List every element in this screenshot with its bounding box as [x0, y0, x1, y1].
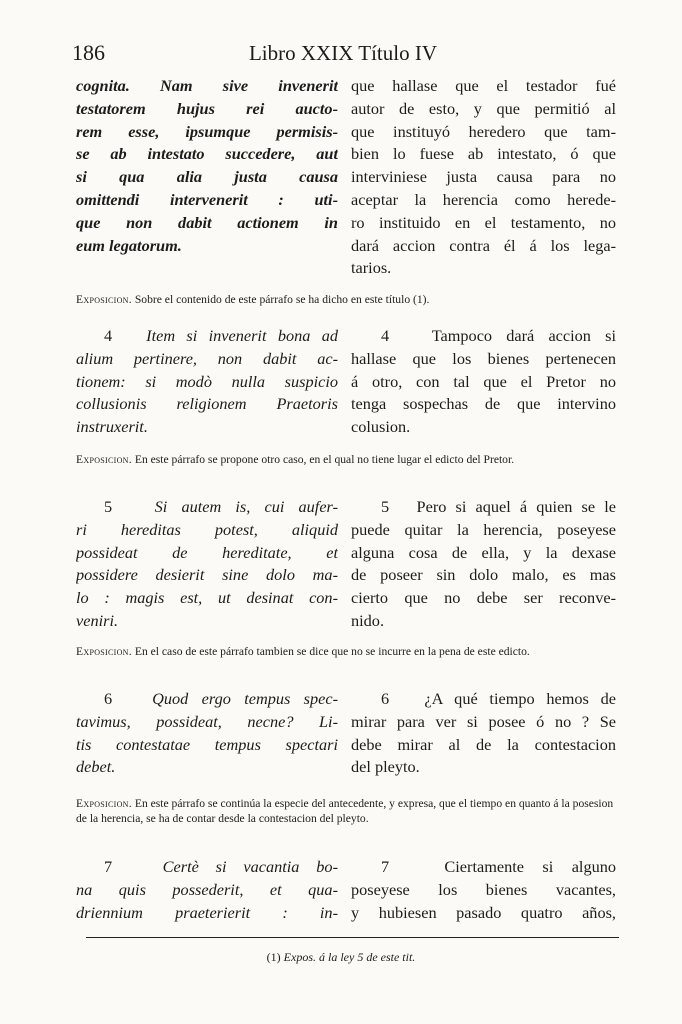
spanish-line: puede quitar la herencia, poseyese	[351, 519, 616, 539]
exposition-note	[76, 452, 616, 467]
spanish-line: bien lo fuese ab intestato, ó que	[351, 144, 616, 164]
exposition-note	[76, 644, 616, 659]
spanish-paragraph-4	[351, 325, 616, 439]
latin-line: 4 Item si invenerit bona ad	[104, 326, 338, 345]
exposition-text: En el caso de este párrafo tambien se dice que no se incurre en la pena de este edicto.	[134, 645, 530, 658]
latin-paragraph-7	[76, 856, 338, 924]
footnote-mark: (1)	[266, 950, 281, 964]
exposition-text: En este párrafo se propone otro caso, en el qual no tiene lugar el edicto del Pretor.	[134, 453, 515, 466]
running-title: Libro XXIX Título IV	[248, 41, 437, 65]
latin-line: possideat de hereditate, et	[76, 542, 338, 562]
latin-line: si qua alia justa causa	[76, 167, 338, 187]
latin-line: tis contestatae tempus spectari	[76, 734, 338, 754]
paragraph-number: 6	[381, 689, 390, 708]
paragraph-number: 5	[381, 497, 390, 516]
spanish-line: poseyese los bienes vacantes,	[351, 879, 616, 899]
latin-line: se ab intestato succedere, aut	[76, 144, 338, 164]
spanish-line: á otro, con tal que el Pretor no	[351, 371, 616, 391]
latin-text-continuation	[76, 75, 338, 257]
latin-line: driennium praeterierit : in-	[76, 902, 338, 922]
latin-line: ri hereditas potest, aliquid	[76, 519, 338, 539]
spanish-line: tenga sospechas de que intervino	[351, 394, 616, 414]
spanish-line: que hallase que el testador fué	[351, 76, 616, 95]
spanish-line: 7 Ciertamente si alguno	[381, 857, 616, 876]
exposition-label: Exposicion.	[76, 293, 132, 306]
spanish-line: 6 ¿A qué tiempo hemos de	[381, 689, 616, 708]
spanish-line: debe mirar al de la contestacion	[351, 734, 616, 754]
latin-line: possidere desierit sine dolo ma-	[76, 565, 338, 585]
spanish-line: alguna cosa de ella, y la dexase	[351, 542, 616, 562]
latin-line: rem esse, ipsumque permisis-	[76, 121, 338, 141]
latin-line: eum legatorum.	[76, 235, 182, 255]
latin-line: 5 Si autem is, cui aufer-	[104, 497, 338, 516]
spanish-paragraph-6	[351, 688, 616, 779]
spanish-line: de poseer sin dolo malo, es mas	[351, 565, 616, 585]
latin-line: omittendi intervenerit : uti-	[76, 189, 338, 209]
spanish-line: que instituyó heredero que tam-	[351, 121, 616, 141]
exposition-label: Exposicion.	[76, 645, 132, 658]
latin-line: cognita. Nam sive invenerit	[76, 76, 338, 95]
spanish-line: 5 Pero si aquel á quien se le	[381, 497, 616, 516]
spanish-line: ro instituido en el testamento, no	[351, 212, 616, 232]
footnote-divider	[86, 937, 619, 938]
footnote	[0, 950, 682, 965]
latin-line: 6 Quod ergo tempus spec-	[104, 689, 338, 708]
paragraph-number: 6	[104, 689, 113, 708]
latin-line: na quis possederit, et qua-	[76, 879, 338, 899]
latin-line: veniri.	[76, 610, 119, 630]
latin-line: 7 Certè si vacantia bo-	[104, 857, 338, 876]
page-number: 186	[72, 40, 105, 65]
paragraph-number: 7	[381, 857, 390, 876]
exposition-text: En este párrafo se continúa la especie del antecedente, y expresa, que el tiempo en quanto á la posesion de la herencia, se ha de contar desde la contestacion del pleyto.	[76, 797, 614, 825]
spanish-line: colusion.	[351, 417, 411, 437]
latin-line: debet.	[76, 757, 116, 777]
spanish-paragraph-7	[351, 856, 616, 924]
spanish-line: y hubiesen pasado quatro años,	[351, 902, 616, 922]
spanish-line: del pleyto.	[351, 757, 420, 777]
spanish-line: dará accion contra él á los lega-	[351, 235, 616, 255]
spanish-text-continuation	[351, 75, 616, 280]
paragraph-number: 7	[104, 857, 113, 876]
spanish-line: cierto que no debe ser reconve-	[351, 588, 616, 608]
spanish-line: mirar para ver si posee ó no ? Se	[351, 711, 616, 731]
latin-line: collusionis religionem Praetoris	[76, 394, 338, 414]
spanish-line: aceptar la herencia como herede-	[351, 189, 616, 209]
latin-line: que non dabit actionem in	[76, 212, 338, 232]
spanish-line: hallase que los bienes pertenecen	[351, 348, 616, 368]
latin-line: lo : magis est, ut desinat con-	[76, 588, 338, 608]
latin-line: alium pertinere, non dabit ac-	[76, 348, 338, 368]
spanish-line: autor de esto, y que permitió al	[351, 98, 616, 118]
spanish-paragraph-5	[351, 496, 616, 633]
latin-line: instruxerit.	[76, 417, 148, 437]
exposition-label: Exposicion.	[76, 797, 132, 810]
spanish-line: nido.	[351, 610, 385, 630]
latin-line: testatorem hujus rei aucto-	[76, 98, 338, 118]
spanish-line: interviniese justa causa para no	[351, 167, 616, 187]
exposition-text: Sobre el contenido de este párrafo se ha dicho en este título (1).	[134, 293, 430, 306]
page-header	[72, 40, 614, 68]
latin-paragraph-5	[76, 496, 338, 633]
latin-paragraph-4	[76, 325, 338, 439]
footnote-text: Expos. á la ley 5 de este tit.	[283, 950, 416, 964]
paragraph-number: 4	[381, 326, 390, 345]
paragraph-number: 5	[104, 497, 113, 516]
spanish-line: tarios.	[351, 258, 392, 278]
exposition-note	[76, 796, 616, 826]
exposition-note	[76, 292, 616, 307]
spanish-line: 4 Tampoco dará accion si	[381, 326, 616, 345]
paragraph-number: 4	[104, 326, 113, 345]
latin-paragraph-6	[76, 688, 338, 779]
exposition-label: Exposicion.	[76, 453, 132, 466]
latin-line: tavimus, possideat, necne? Li-	[76, 711, 338, 731]
latin-line: tionem: si modò nulla suspicio	[76, 371, 338, 391]
